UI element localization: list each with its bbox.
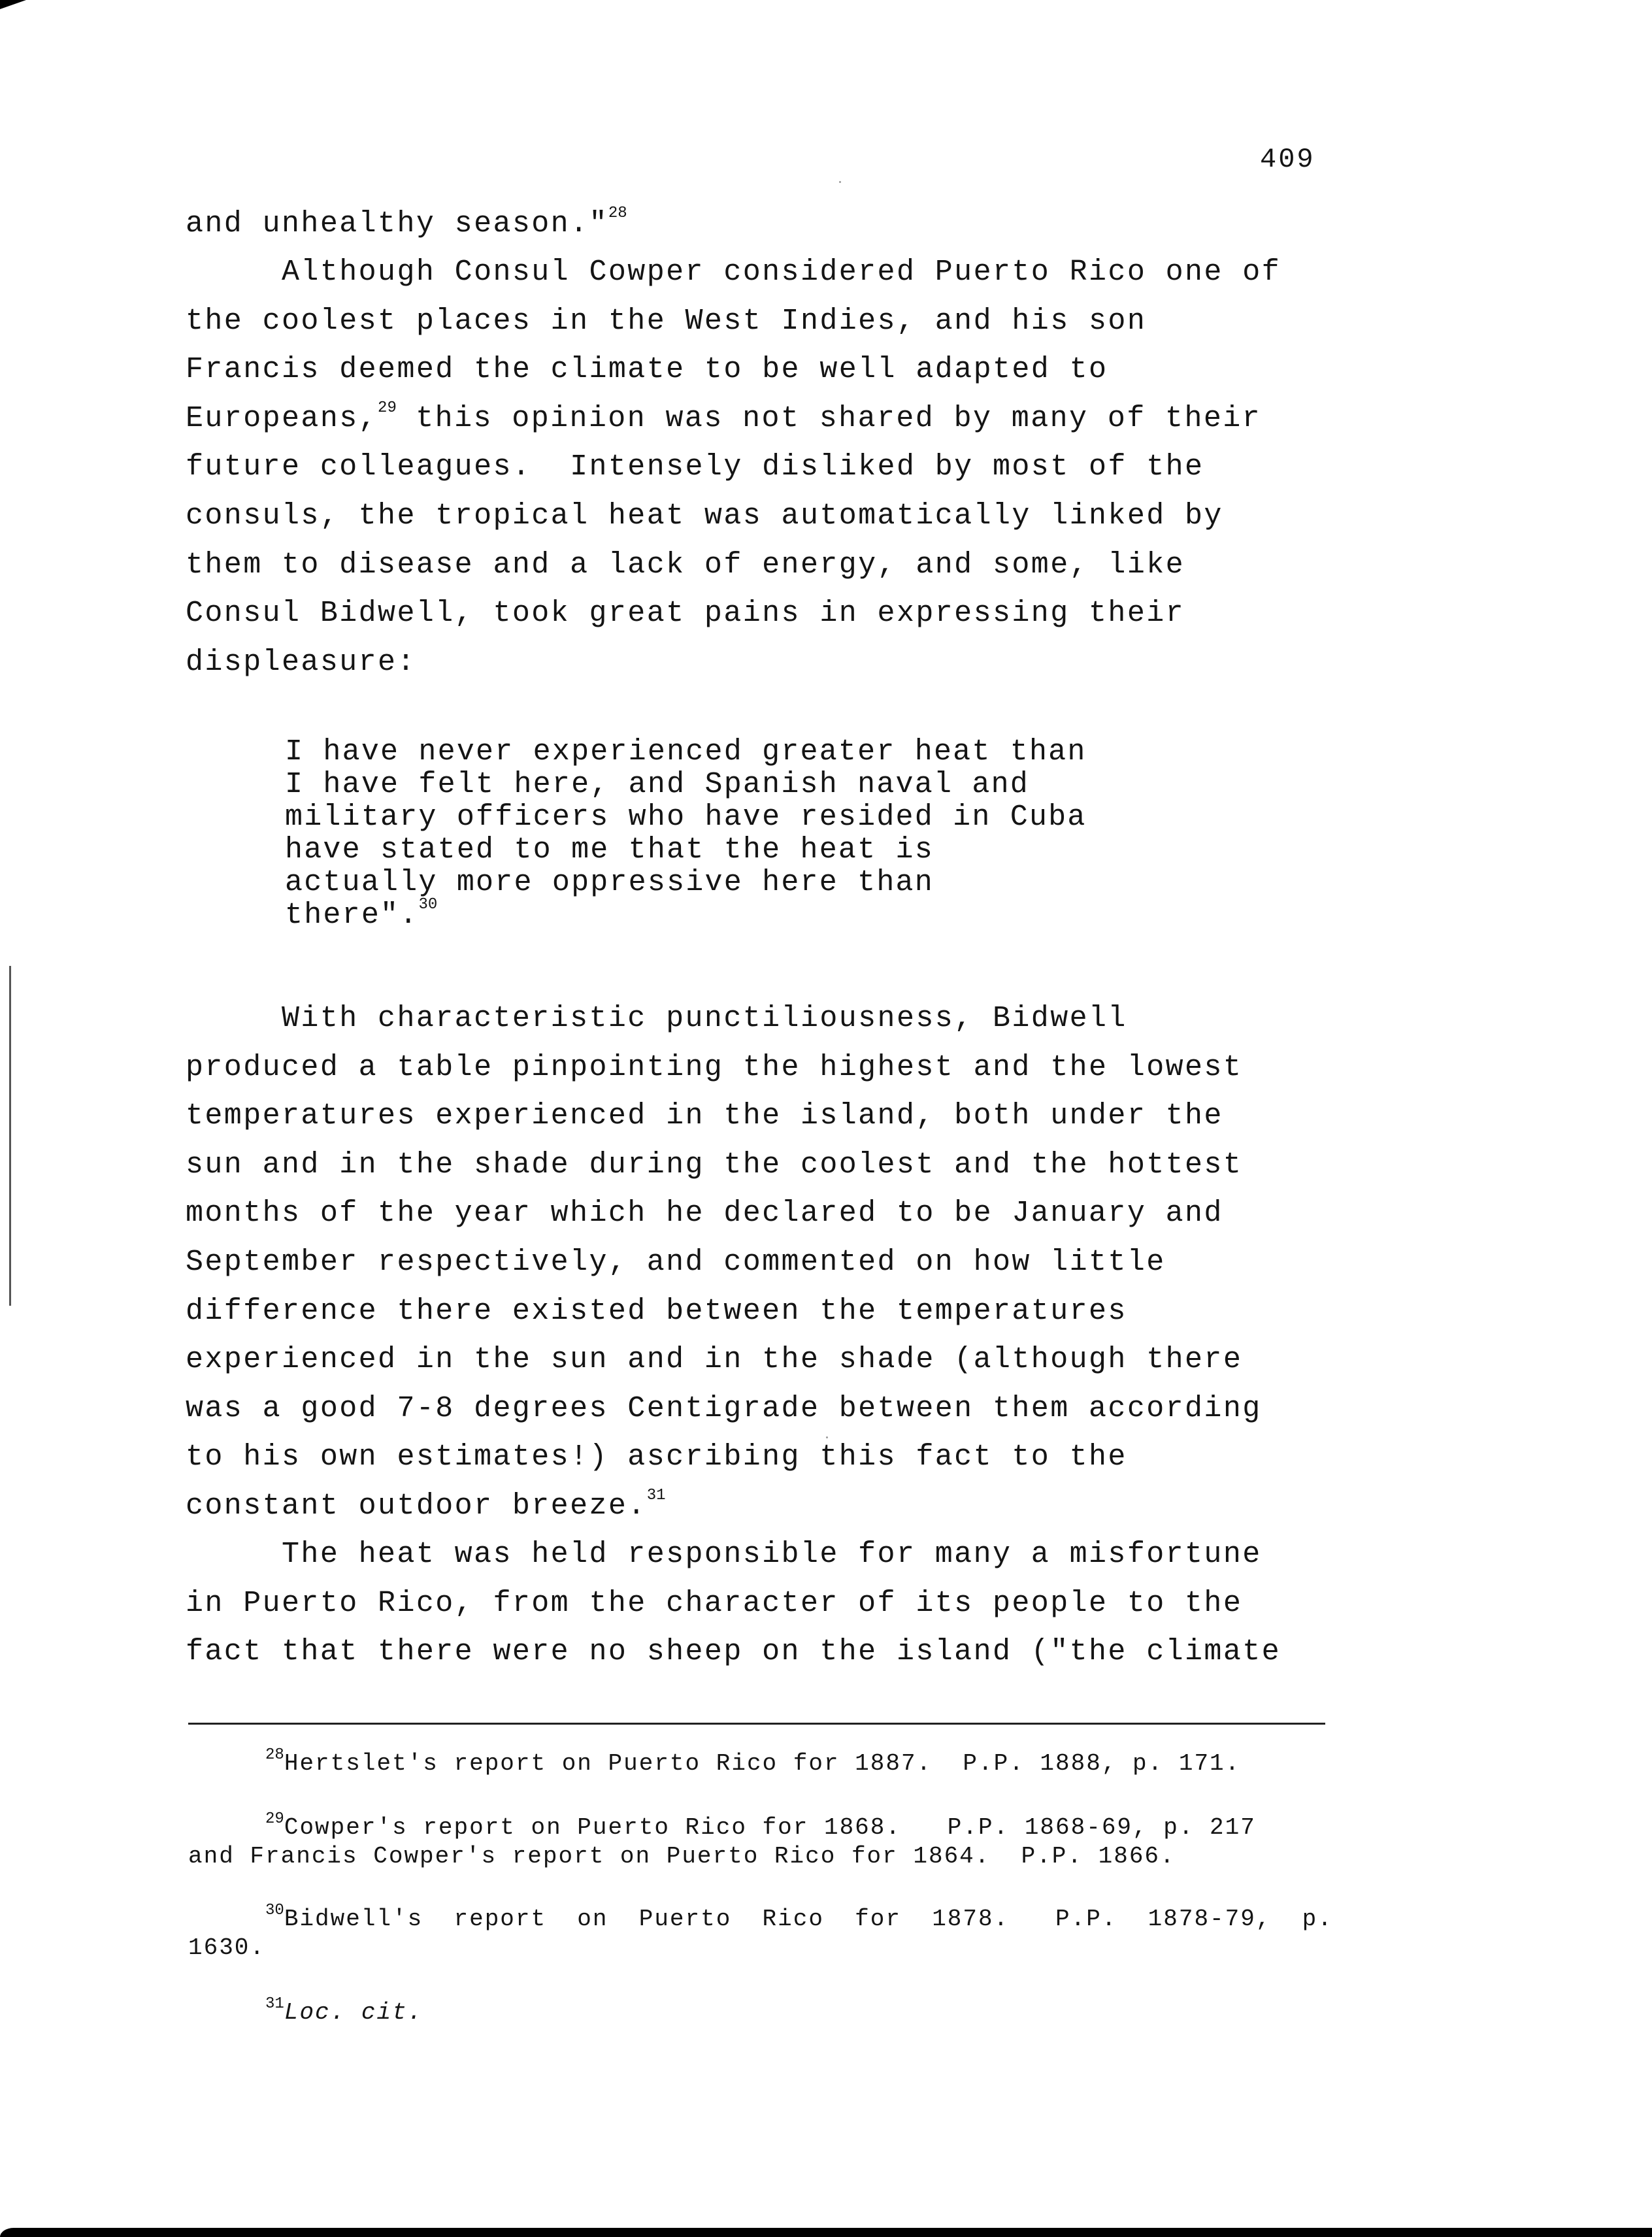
scan-speck: [839, 181, 841, 183]
footnote-text: Bidwell's report on Puerto Rico for 1878. P.P. 1878-79, p.: [284, 1906, 1333, 1932]
text-line: was a good 7-8 degrees Centigrade between them according: [186, 1391, 1262, 1425]
quote-line: I have never experienced greater heat than: [285, 735, 1087, 769]
footnote-line: [188, 1746, 1325, 1778]
text-line: displeasure:: [186, 645, 416, 679]
text-fragment: there".: [285, 899, 419, 932]
text-line: temperatures experienced in the island, both under the: [186, 1099, 1223, 1133]
footnote-separator: [188, 1723, 1325, 1725]
footnote-29: [188, 1810, 1325, 1871]
text-line: Although Consul Cowper considered Puerto Rico one of: [186, 256, 1281, 289]
text-line: produced a table pinpointing the highest and the lowest: [186, 1050, 1243, 1084]
footnote-text: Cowper's report on Puerto Rico for 1868. P.P. 1868-69, p. 217: [284, 1814, 1256, 1841]
text-line: [186, 1482, 1323, 1531]
text-fragment: constant outdoor breeze.: [186, 1489, 647, 1523]
footnote-text: Loc. cit.: [284, 1999, 423, 2026]
paragraph-bidwell-table: [186, 995, 1323, 1531]
text-line: in Puerto Rico, from the character of its people to the: [186, 1586, 1243, 1620]
footnote-31: [188, 1995, 1325, 2027]
footnote-number: 31: [265, 1995, 284, 2013]
text-fragment: Europeans,: [186, 401, 378, 435]
text-line: difference there existed between the temperatures: [186, 1294, 1127, 1328]
footnote-number: 30: [265, 1902, 284, 1919]
footnote-number: 29: [265, 1810, 284, 1828]
scan-corner-mark: [0, 0, 26, 9]
text-line: the coolest places in the West Indies, and his son: [186, 304, 1147, 338]
text-line: The heat was held responsible for many a misfortune: [186, 1538, 1262, 1571]
text-line: September respectively, and commented on how little: [186, 1245, 1166, 1279]
footnote-line: [188, 1902, 1333, 1934]
footnote-ref-31[interactable]: 31: [646, 1486, 666, 1504]
text-line: Consul Bidwell, took great pains in expressing their: [186, 597, 1185, 631]
paragraph-continuation: [186, 200, 1323, 249]
footnote-30: [188, 1902, 1333, 1963]
text-line: months of the year which he declared to be January and: [186, 1197, 1223, 1231]
text-line: to his own estimates!) ascribing this fact to the: [186, 1440, 1127, 1474]
text-line: them to disease and a lack of energy, and some, like: [186, 548, 1185, 582]
quote-line: have stated to me that the heat is: [285, 833, 934, 867]
quote-line: [285, 896, 1087, 932]
footnote-line: [188, 1995, 1325, 2027]
text-line: Francis deemed the climate to be well adapted to: [186, 353, 1108, 387]
quote-line: I have felt here, and Spanish naval and: [285, 768, 1029, 801]
text-line: fact that there were no sheep on the island ("the climate: [186, 1635, 1281, 1669]
text-line: consuls, the tropical heat was automatically linked by: [186, 499, 1223, 533]
text-line: sun and in the shade during the coolest and the hottest: [186, 1148, 1243, 1182]
text-line: future colleagues. Intensely disliked by most of the: [186, 450, 1204, 484]
paragraph-heat: [186, 1531, 1323, 1677]
footnote-text: Hertslet's report on Puerto Rico for 1887. P.P. 1888, p. 171.: [284, 1750, 1241, 1777]
footnote-28: [188, 1746, 1325, 1778]
quote-line: military officers who have resided in Cuba: [285, 801, 1087, 834]
text-line: [186, 395, 1323, 444]
footnote-number: 28: [265, 1746, 284, 1764]
scan-bottom-edge: [0, 2228, 1652, 2237]
footnote-ref-30[interactable]: 30: [418, 896, 438, 914]
text-fragment: this opinion was not shared by many of their: [396, 401, 1262, 435]
text-line: experienced in the sun and in the shade (although there: [186, 1343, 1243, 1377]
scan-margin-line: [9, 966, 11, 1306]
page-number: 409: [1260, 144, 1315, 175]
footnote-ref-28[interactable]: 28: [608, 205, 627, 222]
footnote-line: 1630.: [188, 1934, 266, 1961]
footnote-line: and Francis Cowper's report on Puerto Rico for 1864. P.P. 1866.: [188, 1843, 1176, 1870]
text-line: and unhealthy season.": [186, 207, 608, 240]
text-line: With characteristic punctiliousness, Bidwell: [186, 1002, 1127, 1035]
footnote-line: [188, 1810, 1325, 1842]
block-quote: [285, 736, 1087, 932]
paragraph-cowper: [186, 248, 1323, 687]
footnote-ref-29[interactable]: 29: [378, 399, 397, 417]
quote-line: actually more oppressive here than: [285, 866, 934, 899]
